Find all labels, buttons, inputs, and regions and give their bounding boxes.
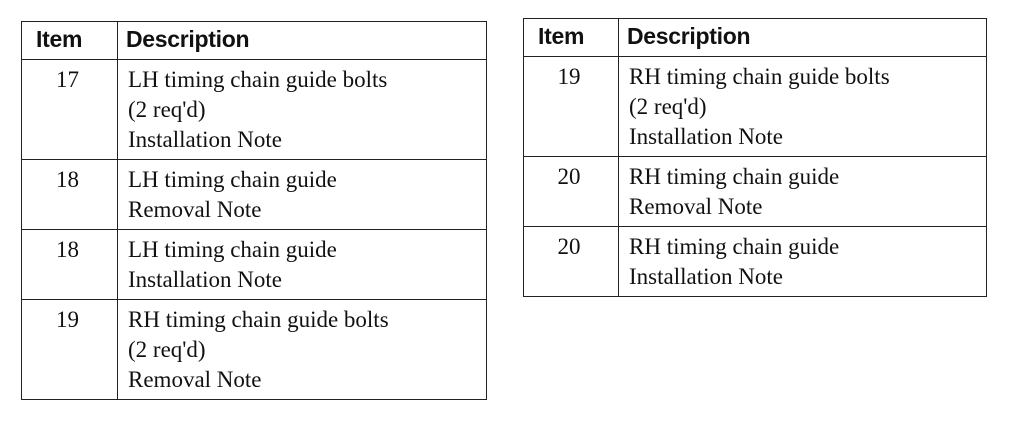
item-number: 18	[22, 160, 118, 230]
header-row	[524, 19, 987, 57]
table-row	[22, 230, 487, 300]
table-row	[22, 300, 487, 400]
description-line: Removal Note	[128, 367, 262, 392]
description-line: RH timing chain guide bolts	[629, 64, 890, 89]
header-description: Description	[118, 22, 487, 60]
parts-table-left	[21, 21, 487, 400]
item-description	[619, 57, 987, 157]
description-line: Removal Note	[629, 194, 763, 219]
description-line: RH timing chain guide	[629, 234, 840, 259]
header-description: Description	[619, 19, 987, 57]
header-item: Item	[22, 22, 118, 60]
table-row	[22, 60, 487, 160]
table-row	[524, 57, 987, 157]
description-line: Installation Note	[629, 124, 783, 149]
item-description	[118, 60, 487, 160]
description-line: LH timing chain guide	[128, 167, 337, 192]
item-description	[118, 160, 487, 230]
description-line: (2 req'd)	[128, 337, 206, 362]
description-line: (2 req'd)	[629, 94, 707, 119]
description-line: Installation Note	[128, 267, 282, 292]
item-description	[619, 157, 987, 227]
description-line: Removal Note	[128, 197, 262, 222]
description-line: RH timing chain guide	[629, 164, 840, 189]
header-row	[22, 22, 487, 60]
table-row	[22, 160, 487, 230]
item-description	[118, 300, 487, 400]
item-description	[619, 227, 987, 297]
description-line: Installation Note	[128, 127, 282, 152]
table-row	[524, 157, 987, 227]
description-line: LH timing chain guide	[128, 237, 337, 262]
item-number: 17	[22, 60, 118, 160]
item-description	[118, 230, 487, 300]
item-number: 20	[524, 227, 619, 297]
item-number: 18	[22, 230, 118, 300]
item-number: 20	[524, 157, 619, 227]
parts-table-right	[523, 18, 987, 297]
description-line: RH timing chain guide bolts	[128, 307, 389, 332]
header-item: Item	[524, 19, 619, 57]
item-number: 19	[524, 57, 619, 157]
table-row	[524, 227, 987, 297]
description-line: LH timing chain guide bolts	[128, 67, 388, 92]
description-line: Installation Note	[629, 264, 783, 289]
description-line: (2 req'd)	[128, 97, 206, 122]
item-number: 19	[22, 300, 118, 400]
